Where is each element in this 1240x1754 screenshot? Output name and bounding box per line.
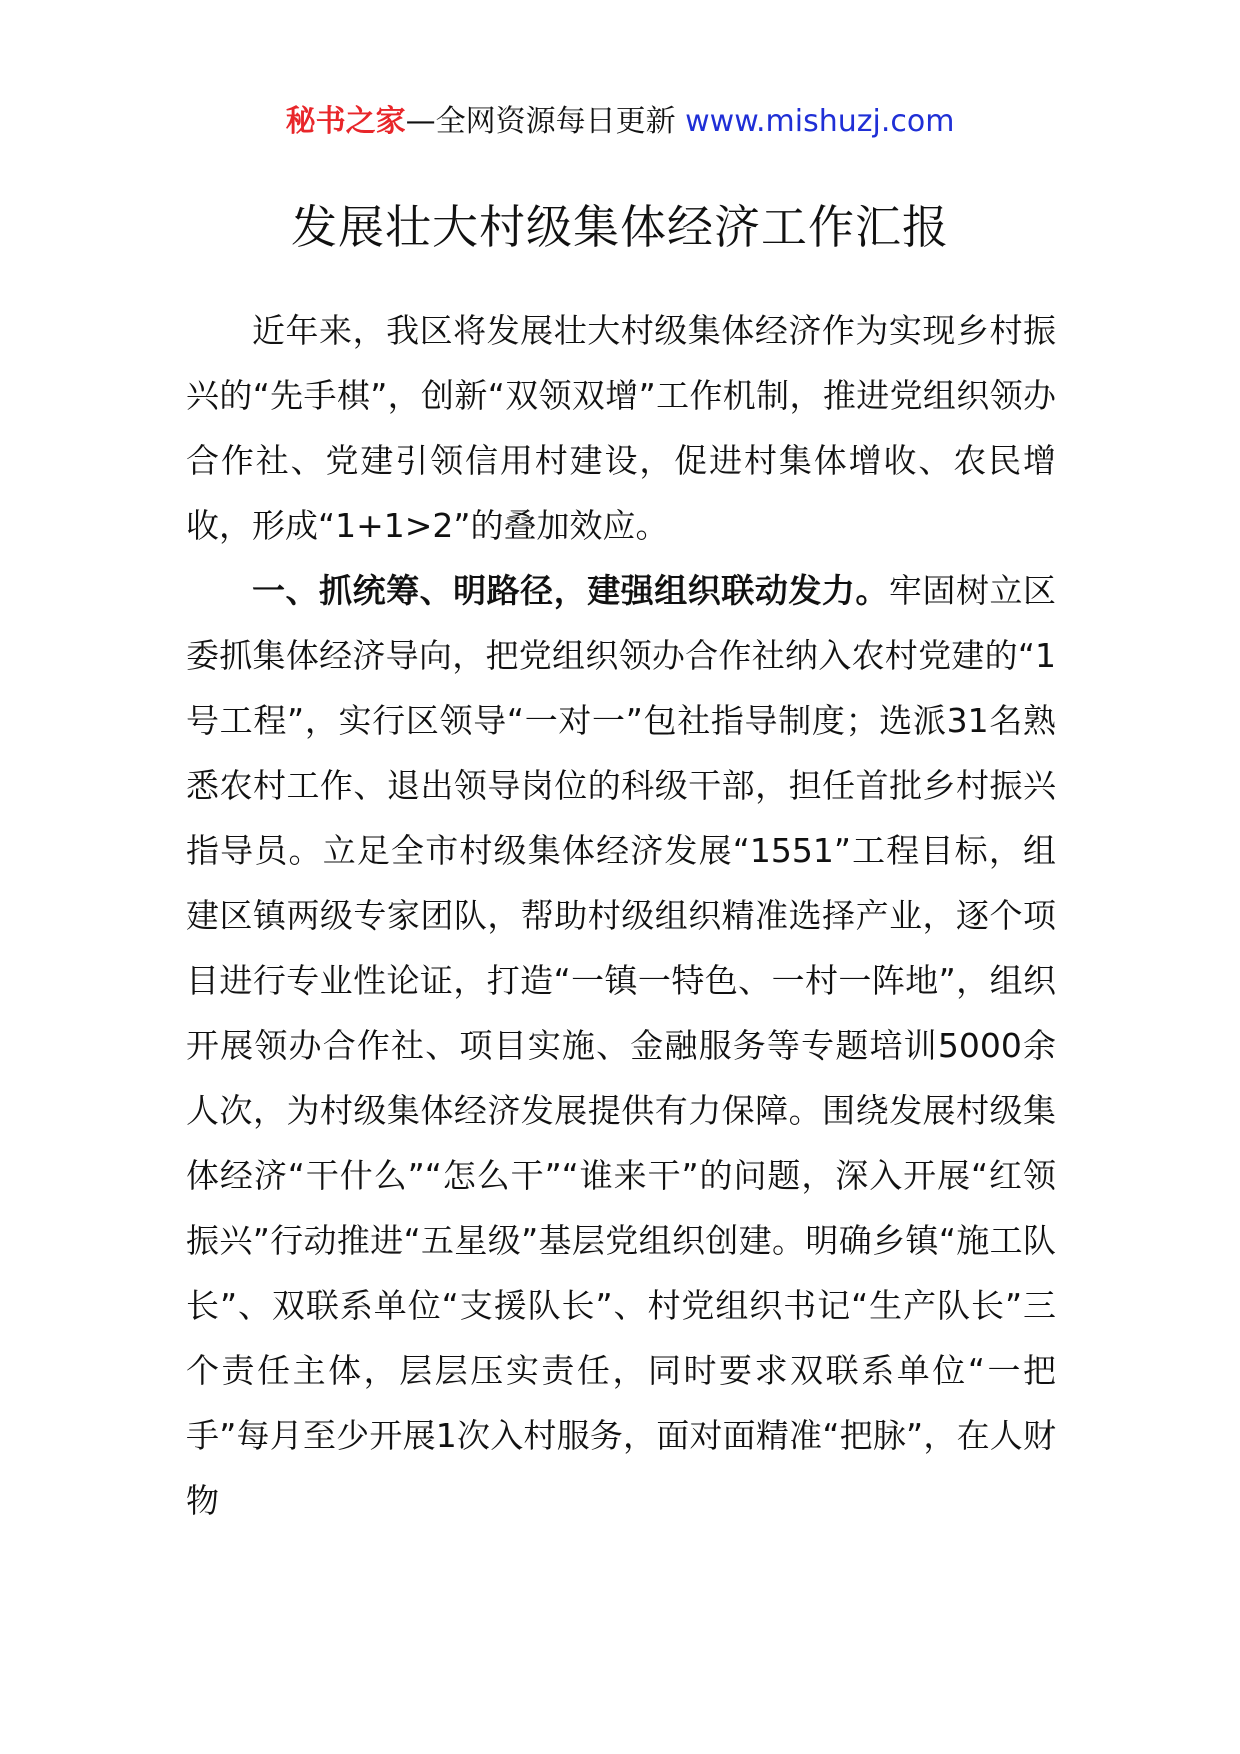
paragraph-text: 近年来，我区将发展壮大村级集体经济作为实现乡村振兴的“先手棋”，创新“双领双增”工作机制，推进党组织领办合作社、党建引领信用村建设，促进村集体增收、农民增收，形成“1+1>2”的叠加效应。 bbox=[186, 311, 1056, 545]
page-header bbox=[0, 100, 1240, 144]
section-heading: 一、抓统筹、明路径，建强组织联动发力。 bbox=[252, 571, 889, 610]
header-slogan: —全网资源每日更新 bbox=[405, 104, 676, 139]
paragraph-intro bbox=[186, 298, 1056, 558]
paragraph-section-1 bbox=[186, 558, 1056, 1533]
website-link[interactable]: www.mishuzj.com bbox=[685, 104, 955, 139]
brand-name: 秘书之家 bbox=[285, 104, 406, 139]
paragraph-text: 牢固树立区委抓集体经济导向，把党组织领办合作社纳入农村党建的“1号工程”，实行区领导“一对一”包社指导制度；选派31名熟悉农村工作、退出领导岗位的科级干部，担任首批乡村振兴指导员。立足全市村级集体经济发展“1551”工程目标，组建区镇两级专家团队，帮助村级组织精准选择产业，逐个项目进行专业性论证，打造“一镇一特色、一村一阵地”，组织开展领办合作社、项目实施、金融服务等专题培训5000余人次，为村级集体经济发展提供有力保障。围绕发展村级集体经济“干什么”“怎么干”“谁来干”的问题，深入开展“红领振兴”行动推进“五星级”基层党组织创建。明确乡镇“施工队长”、双联系单位“支援队长”、村党组织书记“生产队长”三个责任主体，层层压实责任，同时要求双联系单位“一把手”每月至少开展1次入村服务，面对面精准“把脉”，在人财物 bbox=[186, 571, 1057, 1520]
document-body bbox=[186, 298, 1056, 1533]
document-title: 发展壮大村级集体经济工作汇报 bbox=[291, 200, 949, 254]
